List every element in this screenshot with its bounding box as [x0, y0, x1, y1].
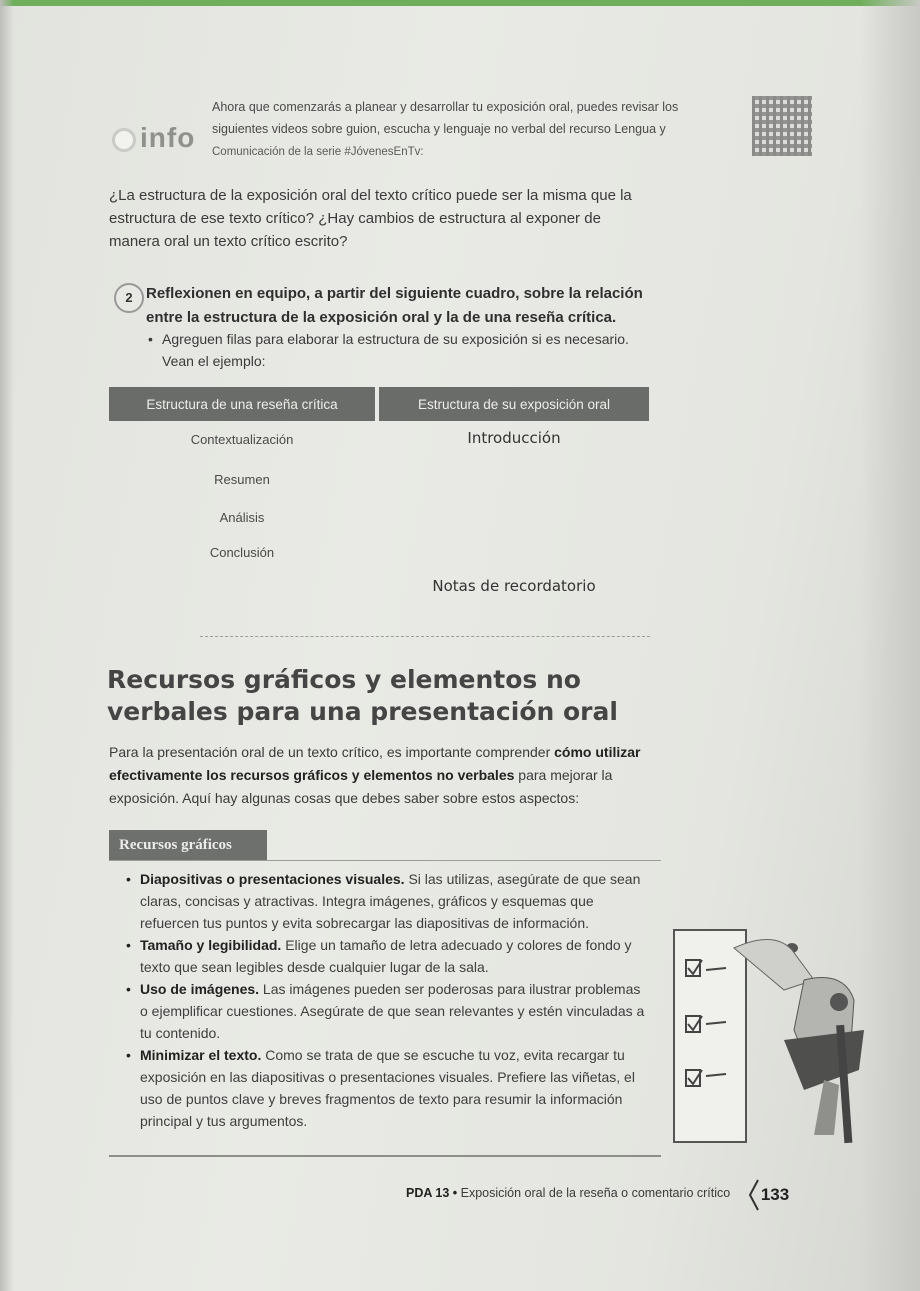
item-text: Elige un tamaño de letra adecuado y colores de fondo y texto que sean legibles desde cualquier lugar de la sala.: [140, 937, 632, 975]
reflection-question: ¿La estructura de la exposición oral del texto crítico puede ser la misma que la estructura de ese texto crítico? ¿Hay cambios de estructura al exponer de manera oral un texto crítico escrito?: [109, 187, 632, 250]
resources-tag: Recursos gráficos: [109, 830, 267, 860]
activity-bullet: • Agreguen filas para elaborar la estructura de su exposición si es necesario. Vean el ejemplo:: [162, 328, 662, 372]
header-resena: Estructura de una reseña crítica: [109, 387, 375, 421]
info-text: [212, 96, 732, 163]
page-number: [746, 1178, 804, 1212]
resources-list: [140, 868, 645, 1132]
footer-text: Exposición oral de la reseña o comentario crítico: [457, 1186, 731, 1200]
item-title: Tamaño y legibilidad.: [140, 937, 282, 953]
intro-bold: cómo utilizar efectivamente los recursos gráficos y elementos no verbales: [109, 744, 641, 783]
board-frame: [674, 930, 746, 1142]
header-exposicion: Estructura de su exposición oral: [379, 387, 649, 421]
dashed-divider: [200, 636, 650, 637]
person-figure: [734, 939, 864, 1143]
info-series: Comunicación de la serie #JóvenesEnTv:: [212, 146, 424, 158]
list-item: [140, 1044, 645, 1132]
top-green-edge: [0, 0, 920, 6]
list-item: [140, 978, 645, 1044]
row-left-contextualizacion: Contextualización: [190, 432, 294, 447]
row-left-resumen: Resumen: [214, 472, 270, 487]
page-number-text: 133: [760, 1185, 790, 1204]
structure-table-header: [109, 387, 649, 421]
section-intro: [109, 741, 659, 810]
info-body: Ahora que comenzarás a planear y desarrollar tu exposición oral, puedes revisar los siguientes videos sobre guion, escucha y lenguaje no verbal del recurso Lengua y: [212, 100, 679, 136]
item-title: Diapositivas o presentaciones visuales.: [140, 871, 405, 887]
page-shadow-left: [0, 0, 14, 1291]
list-item: [140, 868, 645, 934]
footer-pda: PDA 13 •: [406, 1186, 458, 1200]
activity-instruction: Reflexionen en equipo, a partir del siguiente cuadro, sobre la relación entre la estructura de la exposición oral y la de una reseña crítica.: [146, 285, 643, 326]
page-footer: [406, 1186, 730, 1200]
list-item: [140, 934, 645, 978]
row-left-analisis: Análisis: [219, 510, 265, 525]
info-label: info: [140, 122, 196, 153]
item-title: Uso de imágenes.: [140, 981, 260, 997]
item-text: Si las utilizas, asegúrate de que sean claras, concisas y atractivas. Integra imágenes, gráficos y esquemas que refuercen tus puntos y evita sobrecargar las diapositivas de información.: [140, 871, 641, 931]
item-text: Como se trata de que se escuche tu voz, evita recargar tu exposición en las diapositivas o presentaciones visuales. Prefiere las viñetas, el uso de puntos clave y breves fragmentos de texto para resumir la información principal y tus argumentos.: [140, 1047, 635, 1129]
item-title: Minimizar el texto.: [140, 1047, 262, 1063]
intro-part-2: para mejorar la exposición. Aquí hay algunas cosas que debes saber sobre estos aspectos:: [109, 767, 613, 806]
presenter-illustration: [664, 920, 874, 1150]
row-right-introduccion: Introducción: [467, 429, 561, 447]
intro-part-1: Para la presentación oral de un texto crítico, es importante comprender: [109, 744, 555, 760]
item-text: Las imágenes pueden ser poderosas para ilustrar problemas o ejemplificar cuestiones. Asegúrate de que sean relevantes y estén vinculadas a tu contenido.: [140, 981, 645, 1041]
info-circle-icon: [112, 128, 136, 152]
qr-code-icon[interactable]: [752, 96, 812, 156]
row-left-conclusion: Conclusión: [209, 545, 275, 560]
activity-number-badge: 2: [114, 283, 144, 313]
section-title: Recursos gráficos y elementos no verbales para una presentación oral: [107, 665, 618, 726]
reminder-note: Notas de recordatorio: [432, 577, 596, 595]
